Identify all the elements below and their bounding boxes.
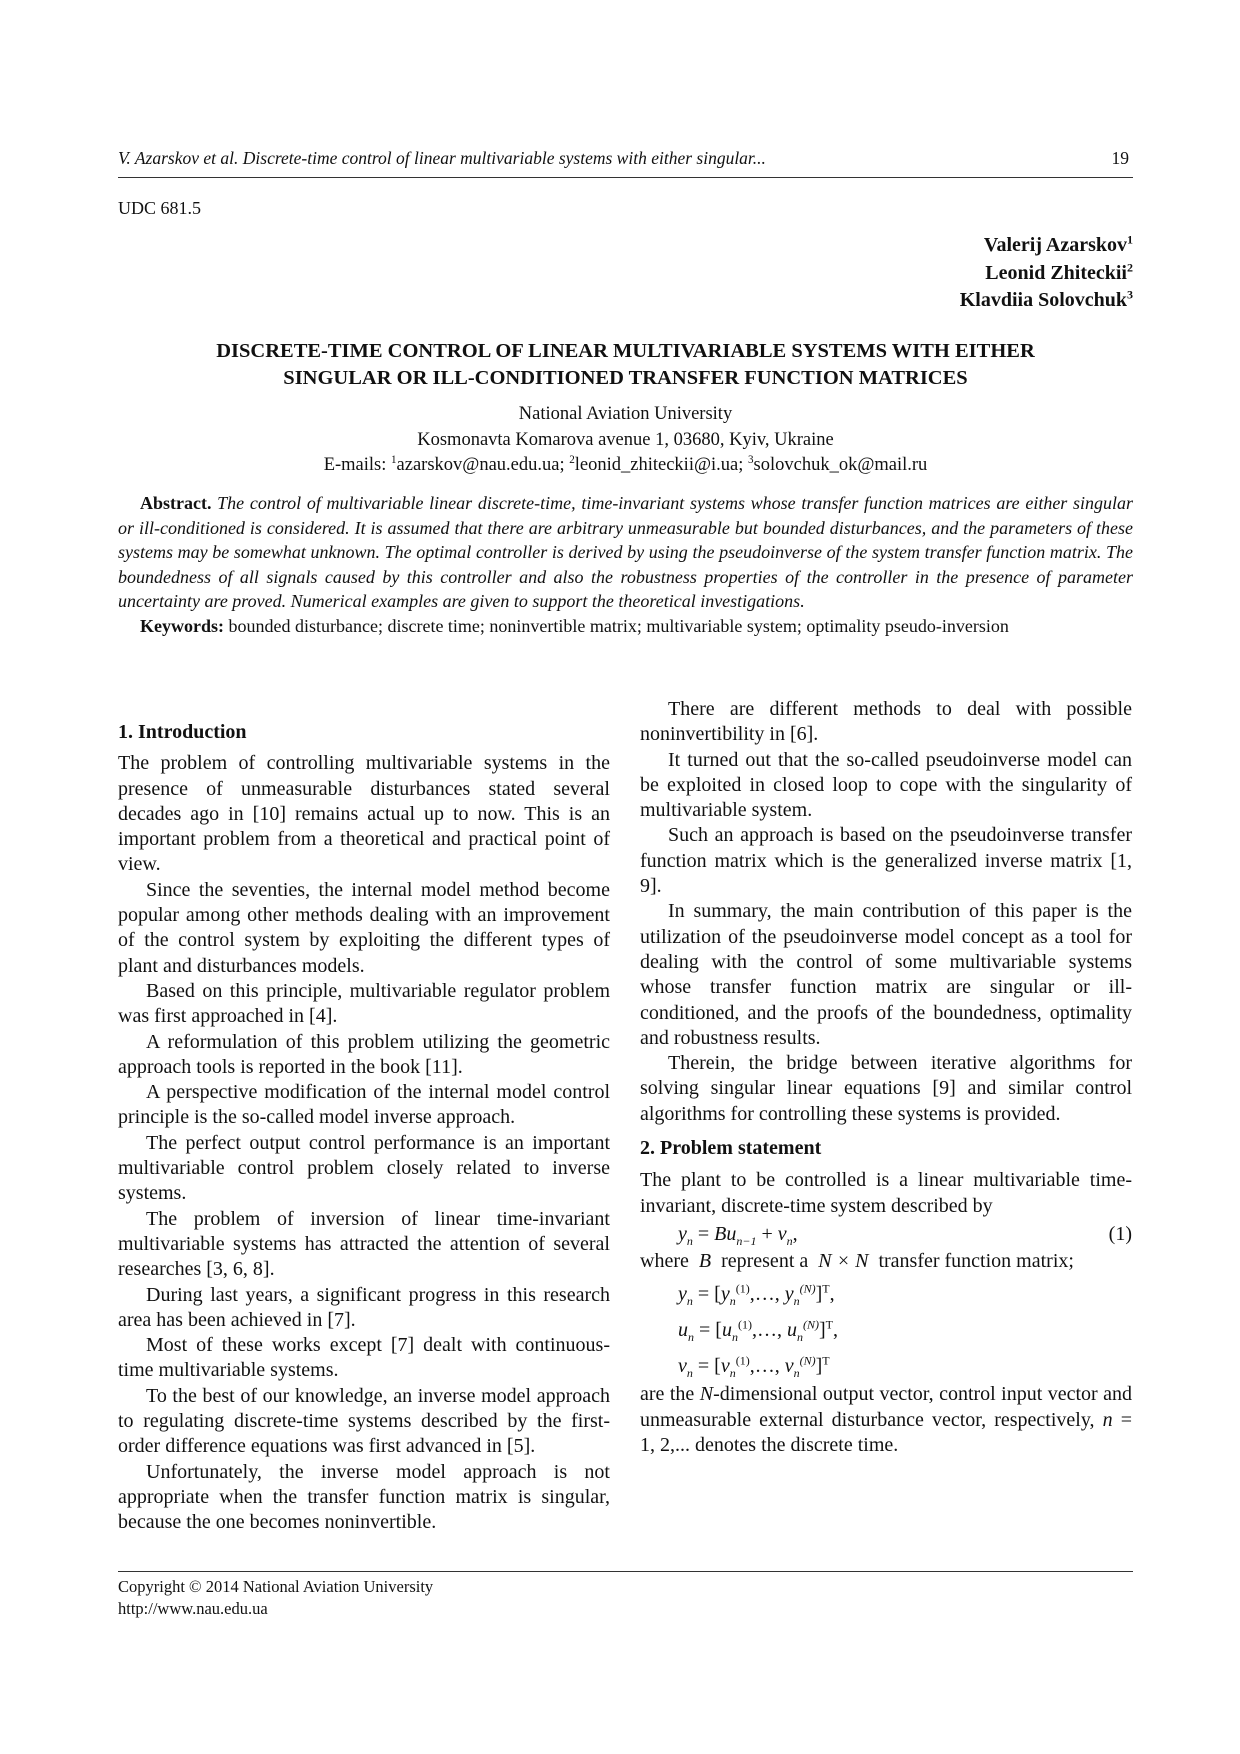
author: Valerij Azarskov$^1$ [983,232,1133,256]
paragraph: The problem of controlling multivariable systems in the presence of unmeasurable disturbances stated several decades ago in [10] remains actual up to now. This is an important problem from a theoretical and practical point of view. [118,752,610,876]
email-link[interactable]: solovchuk_ok@mail.ru [753,455,928,475]
address: Kosmonavta Komarova avenue 1, 03680, Kyiv, Ukraine [417,429,834,450]
left-column [118,697,610,1536]
right-column [640,697,1132,1458]
abstract [118,491,1133,638]
section-heading: 2. Problem statement [640,1137,822,1160]
emails: E-mails: $^1$azarskov@nau.edu.ua; $^2$leonid_zhiteckii@i.ua; $^3$solovchuk_ok@mail.ru [323,453,928,475]
paragraph: There are different methods to deal with possible noninvertibility in [6]. [640,698,1132,746]
paragraph: A reformulation of this problem utilizing the geometric approach tools is reported in the book [11]. [118,1030,610,1078]
keywords-label: Keywords: [140,615,224,636]
paragraph: It turned out that the so-called pseudoinverse model can be exploited in closed loop to cope with the singularity of multivariable system. [640,748,1132,822]
paragraph: Most of these works except [7] dealt with continuous-time multivariable systems. [118,1334,610,1382]
author: Klavdiia Solovchuk$^3$ [959,287,1133,311]
equation-number: (1) [1108,1222,1132,1245]
paragraph: In summary, the main contribution of this paper is the utilization of the pseudoinverse model concept as a tool for dealing with the control of some multivariable systems whose transfer function matrix are singular or ill-conditioned, and the proofs of the boundedness, optimality and robustness results. [640,900,1132,1049]
running-title: V. Azarskov et al. Discrete-time control of linear multivariable systems with either singular... [118,148,766,168]
paragraph: Based on this principle, multivariable regulator problem was first approached in [4]. [118,979,610,1028]
paragraph: The problem of inversion of linear time-invariant multivariable systems has attracted the attention of several researches [3, 6, 8]. [118,1207,610,1281]
affiliation [118,402,1133,479]
keywords-text: bounded disturbance; discrete time; noninvertible matrix; multivariable system; optimality pseudo-inversion [228,615,1009,636]
paragraph: are the N-dimensional output vector, control input vector and unmeasurable external disturbance vector, respectively, n = 1, 2,... denotes the discrete time. [640,1383,1132,1456]
footer-url[interactable]: http://www.nau.edu.ua [118,1599,268,1618]
equation-y-vector: $y_n$ = [$y_n^{(1)},\dots$, $y_n^{(N)}]^T$, [678,1281,835,1309]
equation-v-vector: $v_n$ = [$v_n^{(1)},\dots$, $v_n^{(N)}]^T$ [678,1353,830,1381]
paragraph: Therein, the bridge between iterative algorithms for solving singular linear equations [9] and similar control algorithms for controlling these systems is provided. [640,1052,1132,1125]
paragraph: A perspective modification of the internal model control principle is the so-called model inverse approach. [118,1081,610,1129]
paper-title: DISCRETE-TIME CONTROL OF LINEAR MULTIVARIABLE SYSTEMS WITH EITHER SINGULAR OR ILL-CONDITIONED TRANSFER FUNCTION MATRICES [216,340,1035,389]
equation-1: $y_n = Bu_{n-1} + v_n$, (1) [640,1219,1132,1249]
author-list [960,232,1133,315]
abstract-text: The control of multivariable linear discrete-time, time-invariant systems whose transfer function matrices are either singular or ill-conditioned is considered. It is assumed that there are arbitrary unmeasurable but bounded disturbances, and the parameters of these systems may be somewhat unknown. The optimal controller is derived by using the pseudoinverse of the system transfer function matrix. The boundedness of all signals caused by this controller and also the robustness properties of the controller in the presence of parameter uncertainty are proved. Numerical examples are given to support the theoretical investigations. [118,493,1134,611]
abstract-label: Abstract. [140,493,212,513]
author: Leonid Zhiteckii$^2$ [985,259,1133,284]
paragraph: Unfortunately, the inverse model approach is not appropriate when the transfer function matrix is singular, because the one becomes noninvertible. [118,1460,610,1534]
email-link[interactable]: leonid_zhiteckii@i.ua; [574,455,744,475]
email-link[interactable]: azarskov@nau.edu.ua; [396,455,565,475]
paragraph: Since the seventies, the internal model method become popular among other methods dealing with an improvement of the control system by exploiting the different types of plant and disturbances models. [118,878,610,977]
paragraph: where B represent a N × N transfer function matrix; [640,1249,1074,1272]
paragraph: Such an approach is based on the pseudoinverse transfer function matrix which is the generalized inverse matrix [1, 9]. [640,824,1132,898]
udc-code: UDC 681.5 [118,198,202,218]
paragraph: To the best of our knowledge, an inverse model approach to regulating discrete-time systems described by the first-order difference equations was first advanced in [5]. [118,1384,610,1458]
page-number: 19 [1111,148,1129,168]
section-heading: 1. Introduction [118,721,247,743]
paragraph: During last years, a significant progress in this research area has been achieved in [7]. [118,1283,610,1331]
paragraph: The perfect output control performance is an important multivariable control problem closely related to inverse systems. [118,1131,610,1205]
equation-u-vector: $u_n$ = [$u_n^{(1)},\dots$, $u_n^{(N)}]^T$, [678,1317,838,1345]
copyright: Copyright © 2014 National Aviation University [118,1577,434,1596]
running-header [118,146,1133,178]
paragraph: The plant to be controlled is a linear multivariable time-invariant, discrete-time system described by [640,1169,1132,1217]
footer [118,1571,1133,1620]
university: National Aviation University [518,404,733,424]
